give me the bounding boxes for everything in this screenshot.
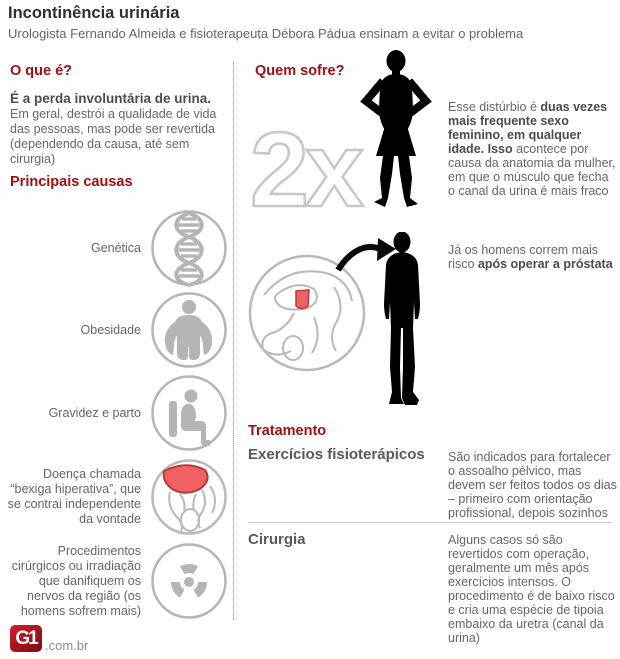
main-causes-heading: Principais causas xyxy=(10,174,133,190)
what-is-it-text xyxy=(10,91,224,167)
overactive-bladder-icon xyxy=(150,458,228,536)
dna-icon xyxy=(150,209,228,287)
treatment-name-physio: Exercícios fisioterápicos xyxy=(248,446,425,463)
radiation-icon xyxy=(150,542,228,620)
treatment-desc-physio: São indicados para fortalecer o assoalho pélvico, mas devem ser feitos todos os dias – primeiro com orientação profissional, depois sozinhos xyxy=(448,450,617,520)
what-is-it-lead: É a perda involuntária de urina. xyxy=(10,91,212,106)
who-suffers-heading: Quem sofre? xyxy=(255,63,345,79)
cause-label: Obesidade xyxy=(80,322,141,337)
obese-person-icon xyxy=(150,291,228,369)
cause-row-obesity xyxy=(4,290,228,370)
women-risk-text-bold: duas vezes mais frequente sexo feminino, em qualquer idade. Isso xyxy=(448,100,608,156)
women-risk-text-post: acontece por causa da anatomia da mulher, em que o músculo que fecha o canal da urina é mais fraco xyxy=(448,142,616,198)
page-subtitle: Urologista Fernando Almeida e fisioterapeuta Débora Pádua ensinam a evitar o problema xyxy=(8,26,524,41)
cause-row-surgery-radiation xyxy=(4,541,228,621)
pregnant-woman-seated-icon xyxy=(150,374,228,452)
treatment-desc-surgery: Alguns casos só são revertidos com operação, geralmente um mês após exercícios intensos. O procedimento é de baixo risco e cria uma espécie de tipoia embaixo da uretra (canal da urina) xyxy=(448,533,615,645)
treatment-name-surgery: Cirurgia xyxy=(248,531,306,548)
g1-logo: G1 xyxy=(10,625,42,652)
cause-label: Procedimentos cirúrgicos ou irradiação que danifiquem os nervos da região (os homens sofrem mais) xyxy=(11,543,141,618)
cause-row-overactive-bladder xyxy=(4,457,228,537)
man-silhouette xyxy=(377,232,431,408)
cause-row-genetics xyxy=(4,208,228,288)
women-risk-text-pre: Esse distúrbio é xyxy=(448,100,541,114)
what-is-it-heading: O que é? xyxy=(10,63,73,79)
cause-label: Doença chamada “bexiga hiperativa”, que se contrai independente da vontade xyxy=(7,467,141,526)
page-title: Incontinência urinária xyxy=(8,4,180,22)
men-risk-text-pre: Já os homens correm mais risco xyxy=(448,243,599,271)
men-risk-text-bold: após operar a próstata xyxy=(477,257,613,271)
woman-silhouette xyxy=(352,50,442,213)
cause-row-pregnancy xyxy=(4,373,228,453)
women-risk-text xyxy=(448,100,618,198)
what-is-it-body: Em geral, destrói a qualidade de vida das pessoas, mas pode ser revertida (dependendo da causa, até sem cirurgia) xyxy=(10,107,217,166)
cause-label: Genética xyxy=(90,240,141,255)
two-times-label: 2x xyxy=(250,116,360,214)
treatment-divider xyxy=(248,522,612,523)
treatment-heading: Tratamento xyxy=(248,423,327,439)
men-risk-text xyxy=(448,243,618,271)
cause-label: Gravidez e parto xyxy=(48,405,141,420)
column-divider xyxy=(233,62,234,620)
g1-domain-label: .com.br xyxy=(45,638,89,653)
